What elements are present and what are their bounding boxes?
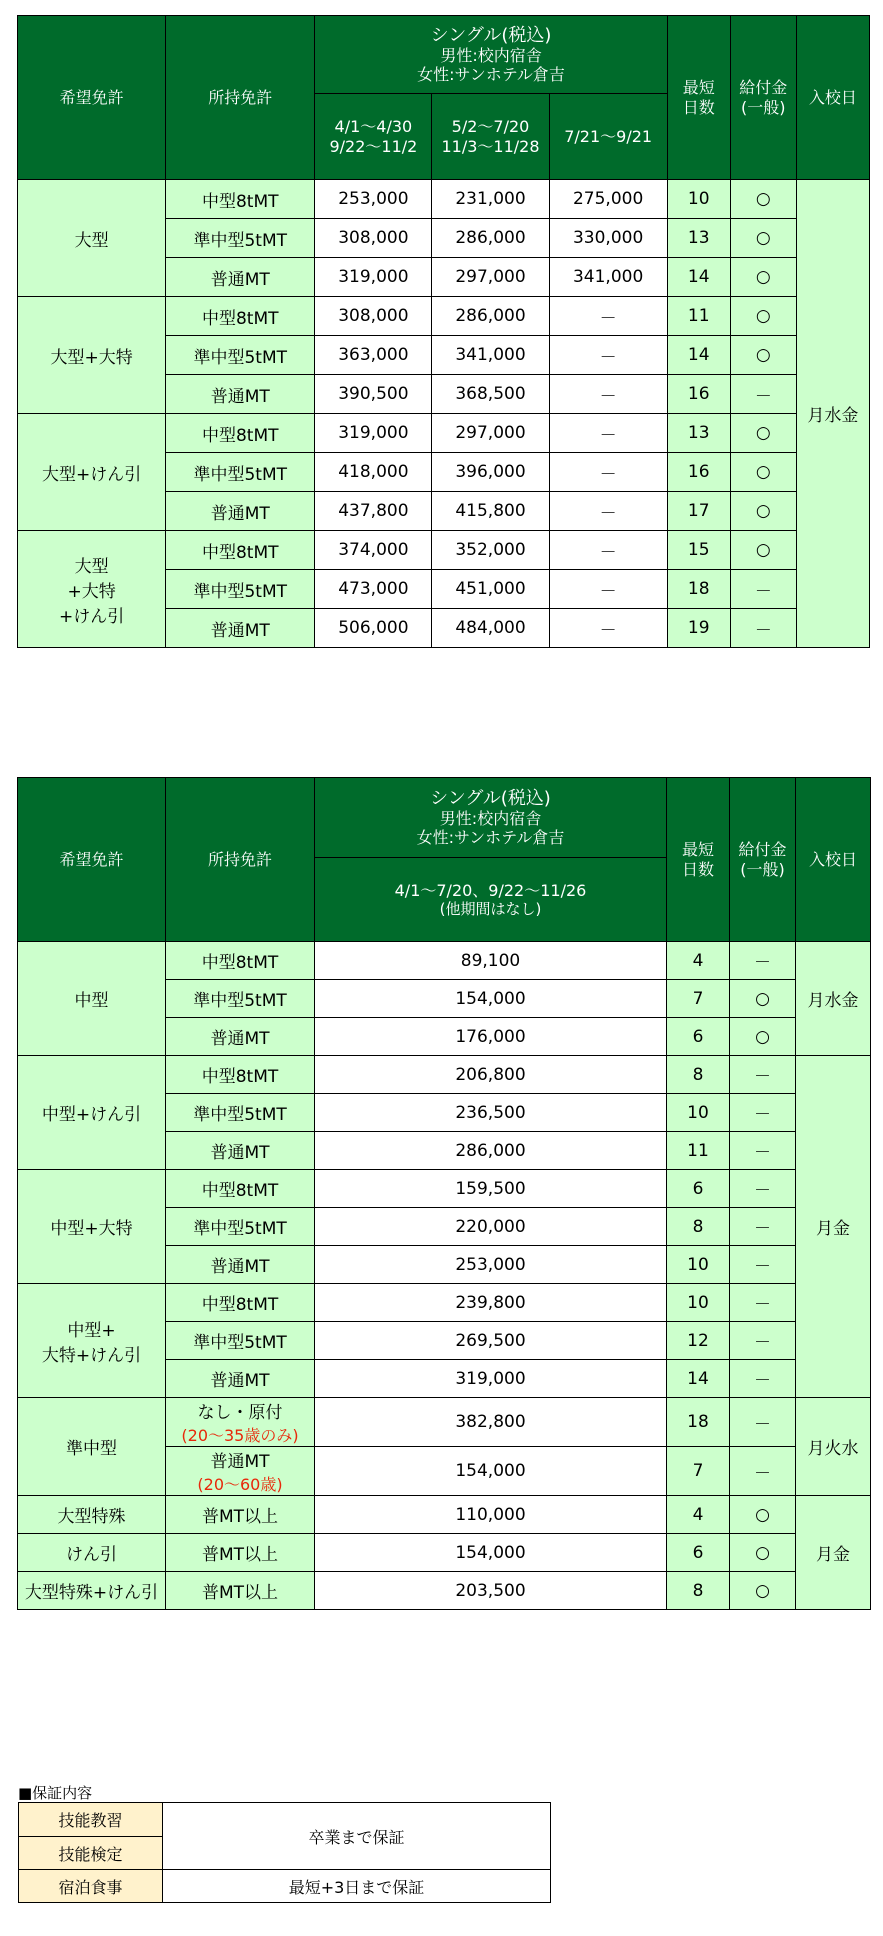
- table-row: [18, 531, 870, 570]
- price-period-2: 396,000: [432, 453, 549, 492]
- entry-days: 月水金: [796, 942, 871, 1056]
- held-license-text: 中型8tMT: [201, 1067, 279, 1087]
- held-license: 中型8tMT: [166, 297, 315, 336]
- period-2-line2: 11/3～11/28: [441, 136, 540, 156]
- min-days: 10: [667, 180, 730, 219]
- held-license: 普通MT: [166, 609, 315, 648]
- guarantee-label: 技能教習: [19, 1803, 163, 1837]
- header-desired: 希望免許: [18, 778, 166, 942]
- held-license-text: 中型8tMT: [201, 953, 279, 973]
- header-subsidy: [730, 16, 796, 180]
- price: 110,000: [315, 1496, 667, 1534]
- held-license: [166, 1447, 315, 1496]
- subsidy: ○: [730, 1496, 796, 1534]
- price-period-2: 484,000: [432, 609, 549, 648]
- table-row: [18, 297, 870, 336]
- price: 89,100: [315, 942, 667, 980]
- held-license: [166, 1056, 315, 1094]
- price: 206,800: [315, 1056, 667, 1094]
- min-days: 13: [667, 219, 730, 258]
- held-license-text: 普通MT: [210, 1452, 270, 1472]
- min-days: 6: [667, 1534, 730, 1572]
- desired-license: けん引: [18, 1534, 166, 1572]
- desired-license: 大型: [18, 180, 166, 297]
- table1-body: [18, 180, 870, 648]
- desired-license: 中型: [18, 942, 166, 1056]
- price-period-3: －: [549, 375, 667, 414]
- held-license: 普通MT: [166, 375, 315, 414]
- guarantee-title: ■保証内容: [18, 1784, 93, 1802]
- subsidy: ○: [730, 297, 796, 336]
- held-license: 中型8tMT: [166, 180, 315, 219]
- held-license: [166, 1322, 315, 1360]
- min-days: 4: [667, 942, 730, 980]
- held-license-text: 準中型5tMT: [193, 991, 287, 1011]
- desired-license-line: 中型+: [67, 1320, 116, 1341]
- min-days: 11: [667, 1132, 730, 1170]
- entry-days: 月金: [796, 1496, 871, 1610]
- subsidy: ○: [730, 453, 796, 492]
- header-subsidy-text: 給付金(一般): [738, 840, 787, 879]
- price: 239,800: [315, 1284, 667, 1322]
- price-period-1: 374,000: [315, 531, 432, 570]
- header-single: [315, 778, 667, 858]
- subsidy: ○: [730, 531, 796, 570]
- held-license: 普MT以上: [166, 1572, 315, 1610]
- held-license: [166, 1398, 315, 1447]
- min-days: 11: [667, 297, 730, 336]
- held-license: [166, 1284, 315, 1322]
- min-days: 16: [667, 453, 730, 492]
- price-period-1: 473,000: [315, 570, 432, 609]
- header-period: [315, 858, 667, 942]
- subsidy: ○: [730, 219, 796, 258]
- min-days: 15: [667, 531, 730, 570]
- desired-license: 準中型: [18, 1398, 166, 1496]
- subsidy: －: [730, 1447, 796, 1496]
- desired-license: 中型+大特: [18, 1170, 166, 1284]
- price-period-2: 286,000: [432, 219, 549, 258]
- guarantee-label: 技能検定: [19, 1837, 163, 1870]
- price: 154,000: [315, 1447, 667, 1496]
- desired-license: 大型特殊: [18, 1496, 166, 1534]
- desired-license: [18, 1284, 166, 1398]
- min-days: 12: [667, 1322, 730, 1360]
- price-period-2: 286,000: [432, 297, 549, 336]
- header-female: 女性:サンホテル倉吉: [416, 828, 565, 848]
- price-period-1: 390,500: [315, 375, 432, 414]
- price-period-1: 308,000: [315, 297, 432, 336]
- period-note: (他期間はなし): [439, 900, 542, 919]
- min-days: 10: [667, 1284, 730, 1322]
- held-license: 中型8tMT: [166, 531, 315, 570]
- price-period-3: －: [549, 570, 667, 609]
- min-days: 7: [667, 1447, 730, 1496]
- held-license: 普MT以上: [166, 1496, 315, 1534]
- header-entry: 入校日: [796, 16, 869, 180]
- desired-license: 大型+大特: [18, 297, 166, 414]
- header-period-1: [315, 94, 432, 180]
- subsidy: ○: [730, 980, 796, 1018]
- header-subsidy: [730, 778, 796, 942]
- min-days: 10: [667, 1246, 730, 1284]
- price-period-3: －: [549, 297, 667, 336]
- held-license: 準中型5tMT: [166, 453, 315, 492]
- min-days: 6: [667, 1170, 730, 1208]
- price: 154,000: [315, 1534, 667, 1572]
- subsidy: －: [730, 1284, 796, 1322]
- header-min-days-text: 最短日数: [681, 840, 714, 879]
- subsidy: －: [730, 1094, 796, 1132]
- min-days: 8: [667, 1572, 730, 1610]
- price-period-2: 231,000: [432, 180, 549, 219]
- min-days: 19: [667, 609, 730, 648]
- period-text: 4/1～7/20、9/22～11/26: [394, 880, 587, 900]
- min-days: 18: [667, 570, 730, 609]
- price: 203,500: [315, 1572, 667, 1610]
- min-days: 10: [667, 1094, 730, 1132]
- price-period-3: 330,000: [549, 219, 667, 258]
- desired-license: [18, 531, 166, 648]
- held-license: 普通MT: [166, 258, 315, 297]
- held-license-text: 中型8tMT: [201, 1181, 279, 1201]
- period-1-line2: 9/22～11/2: [329, 136, 418, 156]
- table-row: [18, 942, 871, 980]
- held-license-text: 準中型5tMT: [193, 1219, 287, 1239]
- price-period-1: 319,000: [315, 414, 432, 453]
- price: 382,800: [315, 1398, 667, 1447]
- price-period-2: 341,000: [432, 336, 549, 375]
- held-license: [166, 1132, 315, 1170]
- table2-body: [18, 942, 871, 1610]
- price: 236,500: [315, 1094, 667, 1132]
- table-row: [18, 1284, 871, 1322]
- subsidy: －: [730, 942, 796, 980]
- price-period-1: 363,000: [315, 336, 432, 375]
- price-table-medium: [17, 777, 871, 1610]
- price-period-3: －: [549, 492, 667, 531]
- header-period-2: [432, 94, 549, 180]
- desired-license-line: 大型: [74, 556, 109, 577]
- price: 159,500: [315, 1170, 667, 1208]
- min-days: 7: [667, 980, 730, 1018]
- header-male: 男性:校内宿舎: [439, 809, 542, 829]
- period-2-line1: 5/2～7/20: [451, 117, 530, 137]
- subsidy: －: [730, 1170, 796, 1208]
- held-license-text: 準中型5tMT: [193, 1105, 287, 1125]
- held-license-text: 普通MT: [210, 1371, 270, 1391]
- subsidy: ○: [730, 258, 796, 297]
- subsidy: ○: [730, 414, 796, 453]
- price-period-1: 253,000: [315, 180, 432, 219]
- min-days: 6: [667, 1018, 730, 1056]
- period-3-line1: 7/21～9/21: [564, 126, 653, 146]
- held-license: [166, 1360, 315, 1398]
- price-period-3: －: [549, 414, 667, 453]
- price-period-3: 275,000: [549, 180, 667, 219]
- held-license-text: なし・原付: [197, 1403, 283, 1423]
- price-period-2: 451,000: [432, 570, 549, 609]
- desired-license-line: +大特: [67, 581, 116, 602]
- header-period-3: [549, 94, 667, 180]
- subsidy: －: [730, 375, 796, 414]
- price-table-large: [17, 15, 870, 648]
- table-row: [18, 1572, 871, 1610]
- price-period-2: 368,500: [432, 375, 549, 414]
- entry-days: 月金: [796, 1056, 871, 1398]
- held-license: [166, 1018, 315, 1056]
- guarantee-label: 宿泊食事: [19, 1870, 163, 1903]
- price: 253,000: [315, 1246, 667, 1284]
- header-single-title: シングル(税込): [430, 24, 552, 46]
- subsidy: －: [730, 1398, 796, 1447]
- price-period-3: －: [549, 609, 667, 648]
- subsidy: ○: [730, 1572, 796, 1610]
- guarantee-value: 最短+3日まで保証: [163, 1870, 551, 1903]
- period-1-line1: 4/1～4/30: [334, 117, 413, 137]
- header-entry: 入校日: [796, 778, 871, 942]
- held-license: 準中型5tMT: [166, 336, 315, 375]
- header-desired: 希望免許: [18, 16, 166, 180]
- held-license: 普通MT: [166, 492, 315, 531]
- desired-license-line: +けん引: [58, 606, 125, 627]
- held-license-note: (20～60歳): [197, 1475, 283, 1494]
- held-license-text: 中型8tMT: [201, 1295, 279, 1315]
- table-row: [18, 1496, 871, 1534]
- header-held: 所持免許: [166, 16, 315, 180]
- header-single: [315, 16, 667, 94]
- price-period-2: 352,000: [432, 531, 549, 570]
- price-period-1: 506,000: [315, 609, 432, 648]
- subsidy: ○: [730, 1534, 796, 1572]
- min-days: 8: [667, 1208, 730, 1246]
- desired-license-line: 大特+けん引: [41, 1345, 142, 1366]
- min-days: 14: [667, 336, 730, 375]
- price: 319,000: [315, 1360, 667, 1398]
- header-min-days: [667, 778, 730, 942]
- held-license: 中型8tMT: [166, 414, 315, 453]
- min-days: 13: [667, 414, 730, 453]
- header-min-days-text: 最短日数: [682, 78, 715, 117]
- price-period-2: 297,000: [432, 414, 549, 453]
- desired-license: 大型特殊+けん引: [18, 1572, 166, 1610]
- held-license: [166, 1246, 315, 1284]
- subsidy: －: [730, 570, 796, 609]
- price-period-1: 437,800: [315, 492, 432, 531]
- held-license: 普MT以上: [166, 1534, 315, 1572]
- table-row: [18, 1534, 871, 1572]
- subsidy: －: [730, 1056, 796, 1094]
- subsidy: －: [730, 1246, 796, 1284]
- subsidy: ○: [730, 180, 796, 219]
- held-license-text: 準中型5tMT: [193, 1333, 287, 1353]
- subsidy: －: [730, 1208, 796, 1246]
- price-period-3: －: [549, 531, 667, 570]
- subsidy: ○: [730, 1018, 796, 1056]
- min-days: 18: [667, 1398, 730, 1447]
- subsidy: －: [730, 1322, 796, 1360]
- price-period-3: －: [549, 453, 667, 492]
- subsidy: ○: [730, 336, 796, 375]
- subsidy: －: [730, 1132, 796, 1170]
- guarantee-table: [18, 1802, 551, 1903]
- min-days: 17: [667, 492, 730, 531]
- desired-license: 中型+けん引: [18, 1056, 166, 1170]
- entry-days: 月火水: [796, 1398, 871, 1496]
- held-license: [166, 1208, 315, 1246]
- min-days: 14: [667, 1360, 730, 1398]
- held-license: 準中型5tMT: [166, 219, 315, 258]
- price: 286,000: [315, 1132, 667, 1170]
- min-days: 14: [667, 258, 730, 297]
- header-female: 女性:サンホテル倉吉: [417, 65, 565, 85]
- held-license-text: 普通MT: [210, 1143, 270, 1163]
- price-period-3: 341,000: [549, 258, 667, 297]
- price: 176,000: [315, 1018, 667, 1056]
- price-period-1: 308,000: [315, 219, 432, 258]
- min-days: 16: [667, 375, 730, 414]
- held-license: [166, 980, 315, 1018]
- header-held: 所持免許: [166, 778, 315, 942]
- price-period-1: 319,000: [315, 258, 432, 297]
- price: 220,000: [315, 1208, 667, 1246]
- held-license-note: (20～35歳のみ): [181, 1426, 299, 1445]
- held-license: 準中型5tMT: [166, 570, 315, 609]
- entry-days: 月水金: [796, 180, 869, 648]
- held-license: [166, 1094, 315, 1132]
- price: 154,000: [315, 980, 667, 1018]
- held-license: [166, 1170, 315, 1208]
- table-row: [18, 1170, 871, 1208]
- header-single-title: シングル(税込): [430, 787, 551, 809]
- price-period-3: －: [549, 336, 667, 375]
- price-period-2: 297,000: [432, 258, 549, 297]
- held-license: [166, 942, 315, 980]
- min-days: 4: [667, 1496, 730, 1534]
- subsidy: －: [730, 609, 796, 648]
- header-male: 男性:校内宿舎: [440, 46, 542, 66]
- min-days: 8: [667, 1056, 730, 1094]
- price-period-2: 415,800: [432, 492, 549, 531]
- price: 269,500: [315, 1322, 667, 1360]
- guarantee-value: 卒業まで保証: [163, 1803, 551, 1870]
- subsidy: －: [730, 1360, 796, 1398]
- held-license-text: 普通MT: [210, 1257, 270, 1277]
- subsidy: ○: [730, 492, 796, 531]
- price-period-1: 418,000: [315, 453, 432, 492]
- header-subsidy-text: 給付金(一般): [739, 78, 788, 117]
- desired-license: 大型+けん引: [18, 414, 166, 531]
- table-row: [18, 180, 870, 219]
- held-license-text: 普通MT: [210, 1029, 270, 1049]
- table-row: [18, 414, 870, 453]
- table-row: [18, 1056, 871, 1094]
- table-row: [18, 1398, 871, 1447]
- header-min-days: [667, 16, 730, 180]
